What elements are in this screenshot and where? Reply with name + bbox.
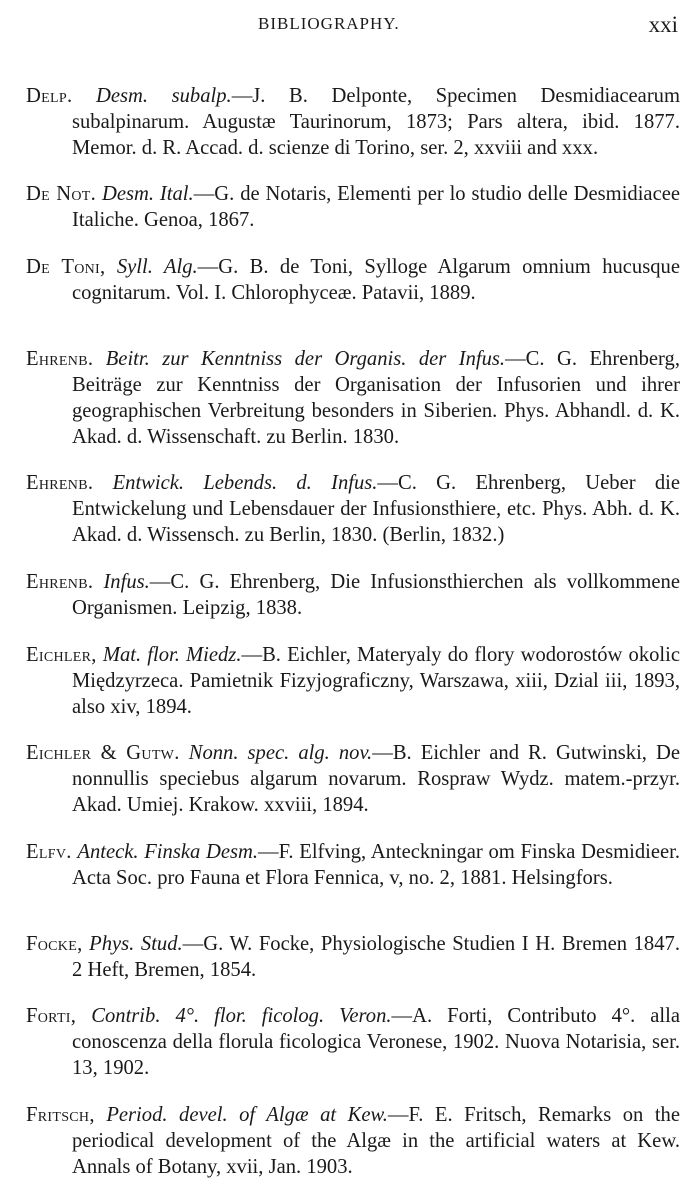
author-abbreviation: Eichler, bbox=[26, 643, 97, 666]
bibliography-entry bbox=[26, 931, 680, 983]
short-title: Infus. bbox=[103, 570, 150, 593]
citation-text: —B. Eichler, Materyaly do flory wodorostów okolic Międzyrzeca. Pamietnik Fizyjograficzny, Warszawa, xiii, Dzial iii, 1893, also xiv, 1894. bbox=[72, 643, 680, 718]
page-number: xxi bbox=[648, 12, 678, 37]
bibliography-entry bbox=[26, 1003, 680, 1081]
bibliography-entry bbox=[26, 642, 680, 720]
bibliography-list bbox=[26, 62, 680, 1188]
running-head bbox=[0, 14, 698, 44]
bibliography-entry bbox=[26, 740, 680, 818]
bibliography-entry bbox=[26, 470, 680, 548]
author-abbreviation: De Toni, bbox=[26, 255, 106, 278]
short-title: Phys. Stud. bbox=[89, 932, 183, 955]
author-abbreviation: Ehrenb. bbox=[26, 570, 94, 593]
citation-text: —F. Elfving, Anteckningar om Finska Desmidieer. Acta Soc. pro Fauna et Flora Fennica, v, no. 2, 1881. Helsingfors. bbox=[72, 840, 681, 889]
citation-text: —G. W. Focke, Physiologische Studien I H. Bremen 1847. 2 Heft, Bremen, 1854. bbox=[72, 932, 680, 981]
bibliography-entry bbox=[26, 1102, 680, 1180]
bibliography-entry bbox=[26, 83, 680, 161]
bibliography-entry bbox=[26, 839, 680, 891]
short-title: Period. devel. of Algæ at Kew. bbox=[106, 1103, 388, 1126]
citation-text: —B. Eichler and R. Gutwinski, De nonnullis speciebus algarum novarum. Rospraw Wydz. matem.-przyr. Akad. Umiej. Krakow. xxviii, 1894. bbox=[72, 742, 681, 817]
bibliography-entry bbox=[26, 181, 680, 233]
short-title: Desm. subalp. bbox=[96, 84, 232, 107]
bibliography-entry bbox=[26, 569, 680, 621]
bibliography-entry bbox=[26, 254, 680, 306]
author-abbreviation: Delp. bbox=[26, 84, 73, 107]
short-title: Desm. Ital. bbox=[102, 183, 194, 206]
short-title: Beitr. zur Kenntniss der Organis. der Infus. bbox=[105, 347, 506, 370]
author-abbreviation: Eichler & Gutw. bbox=[26, 742, 180, 765]
author-abbreviation: Focke, bbox=[26, 932, 83, 955]
short-title: Mat. flor. Miedz. bbox=[102, 643, 242, 666]
author-abbreviation: Elfv. bbox=[26, 840, 72, 863]
citation-text: —J. B. Delponte, Specimen Desmidiacearum subalpinarum. Augustæ Taurinorum, 1873; Pars altera, ibid. 1877. Memor. d. R. Accad. d. scienze di Torino, ser. 2, xxviii and xxx. bbox=[72, 84, 680, 159]
citation-text: —C. G. Ehrenberg, Ueber die Entwickelung und Lebensdauer der Infusionsthiere, etc. Phys. Abh. d. K. Akad. d. Wissensch. zu Berlin, 1830. (Berlin, 1832.) bbox=[72, 472, 680, 547]
short-title: Entwick. Lebends. d. Infus. bbox=[112, 472, 378, 495]
author-abbreviation: Ehrenb. bbox=[26, 347, 94, 370]
short-title: Contrib. 4°. flor. ficolog. Veron. bbox=[91, 1005, 392, 1028]
author-abbreviation: Fritsch, bbox=[26, 1103, 95, 1126]
citation-text: —F. E. Fritsch, Remarks on the periodical development of the Algæ in the artificial waters at Kew. Annals of Botany, xvii, Jan. 1903. bbox=[72, 1103, 680, 1178]
short-title: Syll. Alg. bbox=[116, 255, 198, 278]
short-title: Nonn. spec. alg. nov. bbox=[188, 742, 373, 765]
citation-text: —C. G. Ehrenberg, Beiträge zur Kenntniss der Organisation der Infusorien und ihrer geographischen Verbreitung besonders in Siberien. Phys. Abhandl. d. K. Akad. d. Wissenschaft. zu Berlin. 1830. bbox=[72, 347, 680, 448]
bibliography-entry bbox=[26, 346, 680, 450]
citation-text: —A. Forti, Contributo 4°. alla conoscenza della florula ficologica Veronese, 1902. Nuova Notarisia, ser. 13, 1902. bbox=[72, 1005, 680, 1080]
running-title: BIBLIOGRAPHY. bbox=[258, 14, 400, 33]
citation-text: —G. de Notaris, Elementi per lo studio delle Desmidiacee Italiche. Genoa, 1867. bbox=[72, 183, 680, 232]
author-abbreviation: De Not. bbox=[26, 183, 97, 206]
citation-text: —G. B. de Toni, Sylloge Algarum omnium hucusque cognitarum. Vol. I. Chlorophyceæ. Patavii, 1889. bbox=[72, 255, 680, 304]
author-abbreviation: Ehrenb. bbox=[26, 472, 94, 495]
citation-text: —C. G. Ehrenberg, Die Infusionsthierchen als vollkommene Organismen. Leipzig, 1838. bbox=[72, 570, 680, 619]
author-abbreviation: Forti, bbox=[26, 1005, 77, 1028]
short-title: Anteck. Finska Desm. bbox=[77, 840, 259, 863]
